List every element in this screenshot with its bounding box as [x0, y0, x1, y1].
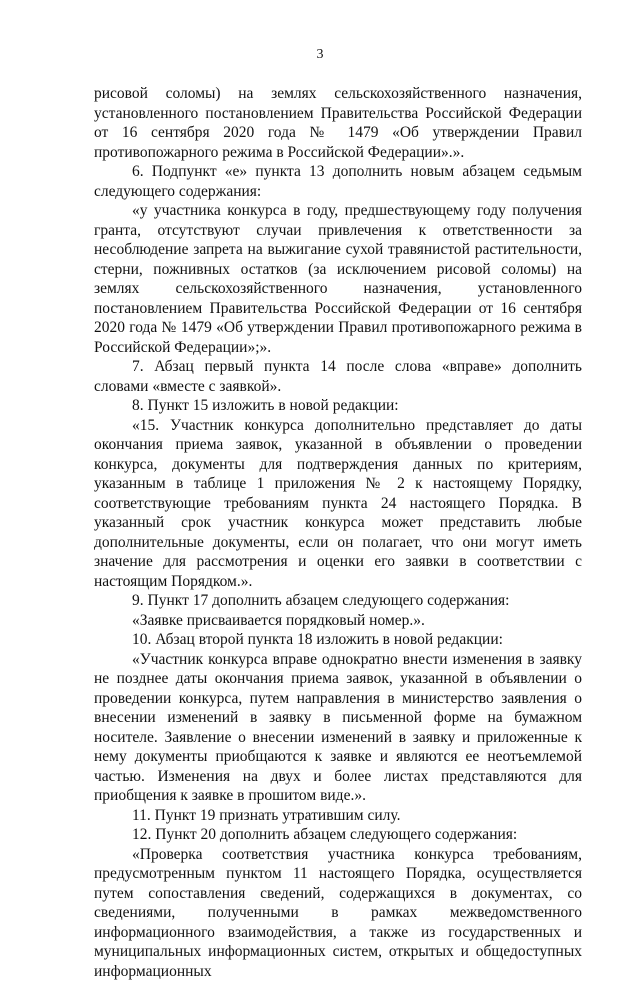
paragraph-quote-item-12: «Проверка соответствия участника конкурса требованиям, предусмотренным пунктом 11 настоящего Порядка, осуществляется путем сопоставления сведений, содержащихся в документах, со сведениями, полученными в рамках межведомственного информационного взаимодействия, а также из государственных и муниципальных информационных систем, открытых и общедоступных информационных: [94, 845, 582, 981]
document-body: [94, 84, 582, 981]
paragraph-item-8: 8. Пункт 15 изложить в новой редакции:: [94, 396, 582, 416]
paragraph-item-11: 11. Пункт 19 признать утратившим силу.: [94, 806, 582, 826]
paragraph-quote-item-9: «Заявке присваивается порядковый номер.».: [94, 611, 582, 631]
paragraph-item-6: 6. Подпункт «е» пункта 13 дополнить новым абзацем седьмым следующего содержания:: [94, 162, 582, 201]
paragraph-quote-item-6: «у участника конкурса в году, предшествующему году получения гранта, отсутствуют случаи привлечения к ответственности за несоблюдение запрета на выжигание сухой травянистой растительности, стерни, пожнивных остатков (за исключением рисовой соломы) на землях сельскохозяйственного назначения, установленного постановлением Правительства Российской Федерации от 16 сентября 2020 года № 1479 «Об утверждении Правил противопожарного режима в Российской Федерации»;».: [94, 201, 582, 357]
page-number: 3: [0, 46, 640, 64]
paragraph-quote-item-8: «15. Участник конкурса дополнительно представляет до даты окончания приема заявок, указанной в объявлении о проведении конкурса, документы для подтверждения данных по критериям, указанным в таблице 1 приложения № 2 к настоящему Порядку, соответствующие требованиям пункта 24 настоящего Порядка. В указанный срок участник конкурса может представить любые дополнительные документы, если он полагает, что они могут иметь значение для рассмотрения и оценки его заявки в соответствии с настоящим Порядком.».: [94, 416, 582, 592]
paragraph-item-7: 7. Абзац первый пункта 14 после слова «вправе» дополнить словами «вместе с заявкой».: [94, 357, 582, 396]
paragraph-item-10: 10. Абзац второй пункта 18 изложить в новой редакции:: [94, 630, 582, 650]
paragraph-item-12: 12. Пункт 20 дополнить абзацем следующего содержания:: [94, 825, 582, 845]
paragraph-item-9: 9. Пункт 17 дополнить абзацем следующего содержания:: [94, 591, 582, 611]
paragraph-continuation: рисовой соломы) на землях сельскохозяйственного назначения, установленного постановлением Правительства Российской Федерации от 16 сентября 2020 года № 1479 «Об утверждении Правил противопожарного режима в Российской Федерации».».: [94, 84, 582, 162]
paragraph-quote-item-10: «Участник конкурса вправе однократно внести изменения в заявку не позднее даты окончания приема заявок, указанной в объявлении о проведении конкурса, путем направления в министерство заявления о внесении изменений в заявку в письменной форме на бумажном носителе. Заявление о внесении изменений в заявку и приложенные к нему документы приобщаются к заявке и являются ее неотъемлемой частью. Изменения на двух и более листах представляются для приобщения к заявке в прошитом виде.».: [94, 650, 582, 806]
